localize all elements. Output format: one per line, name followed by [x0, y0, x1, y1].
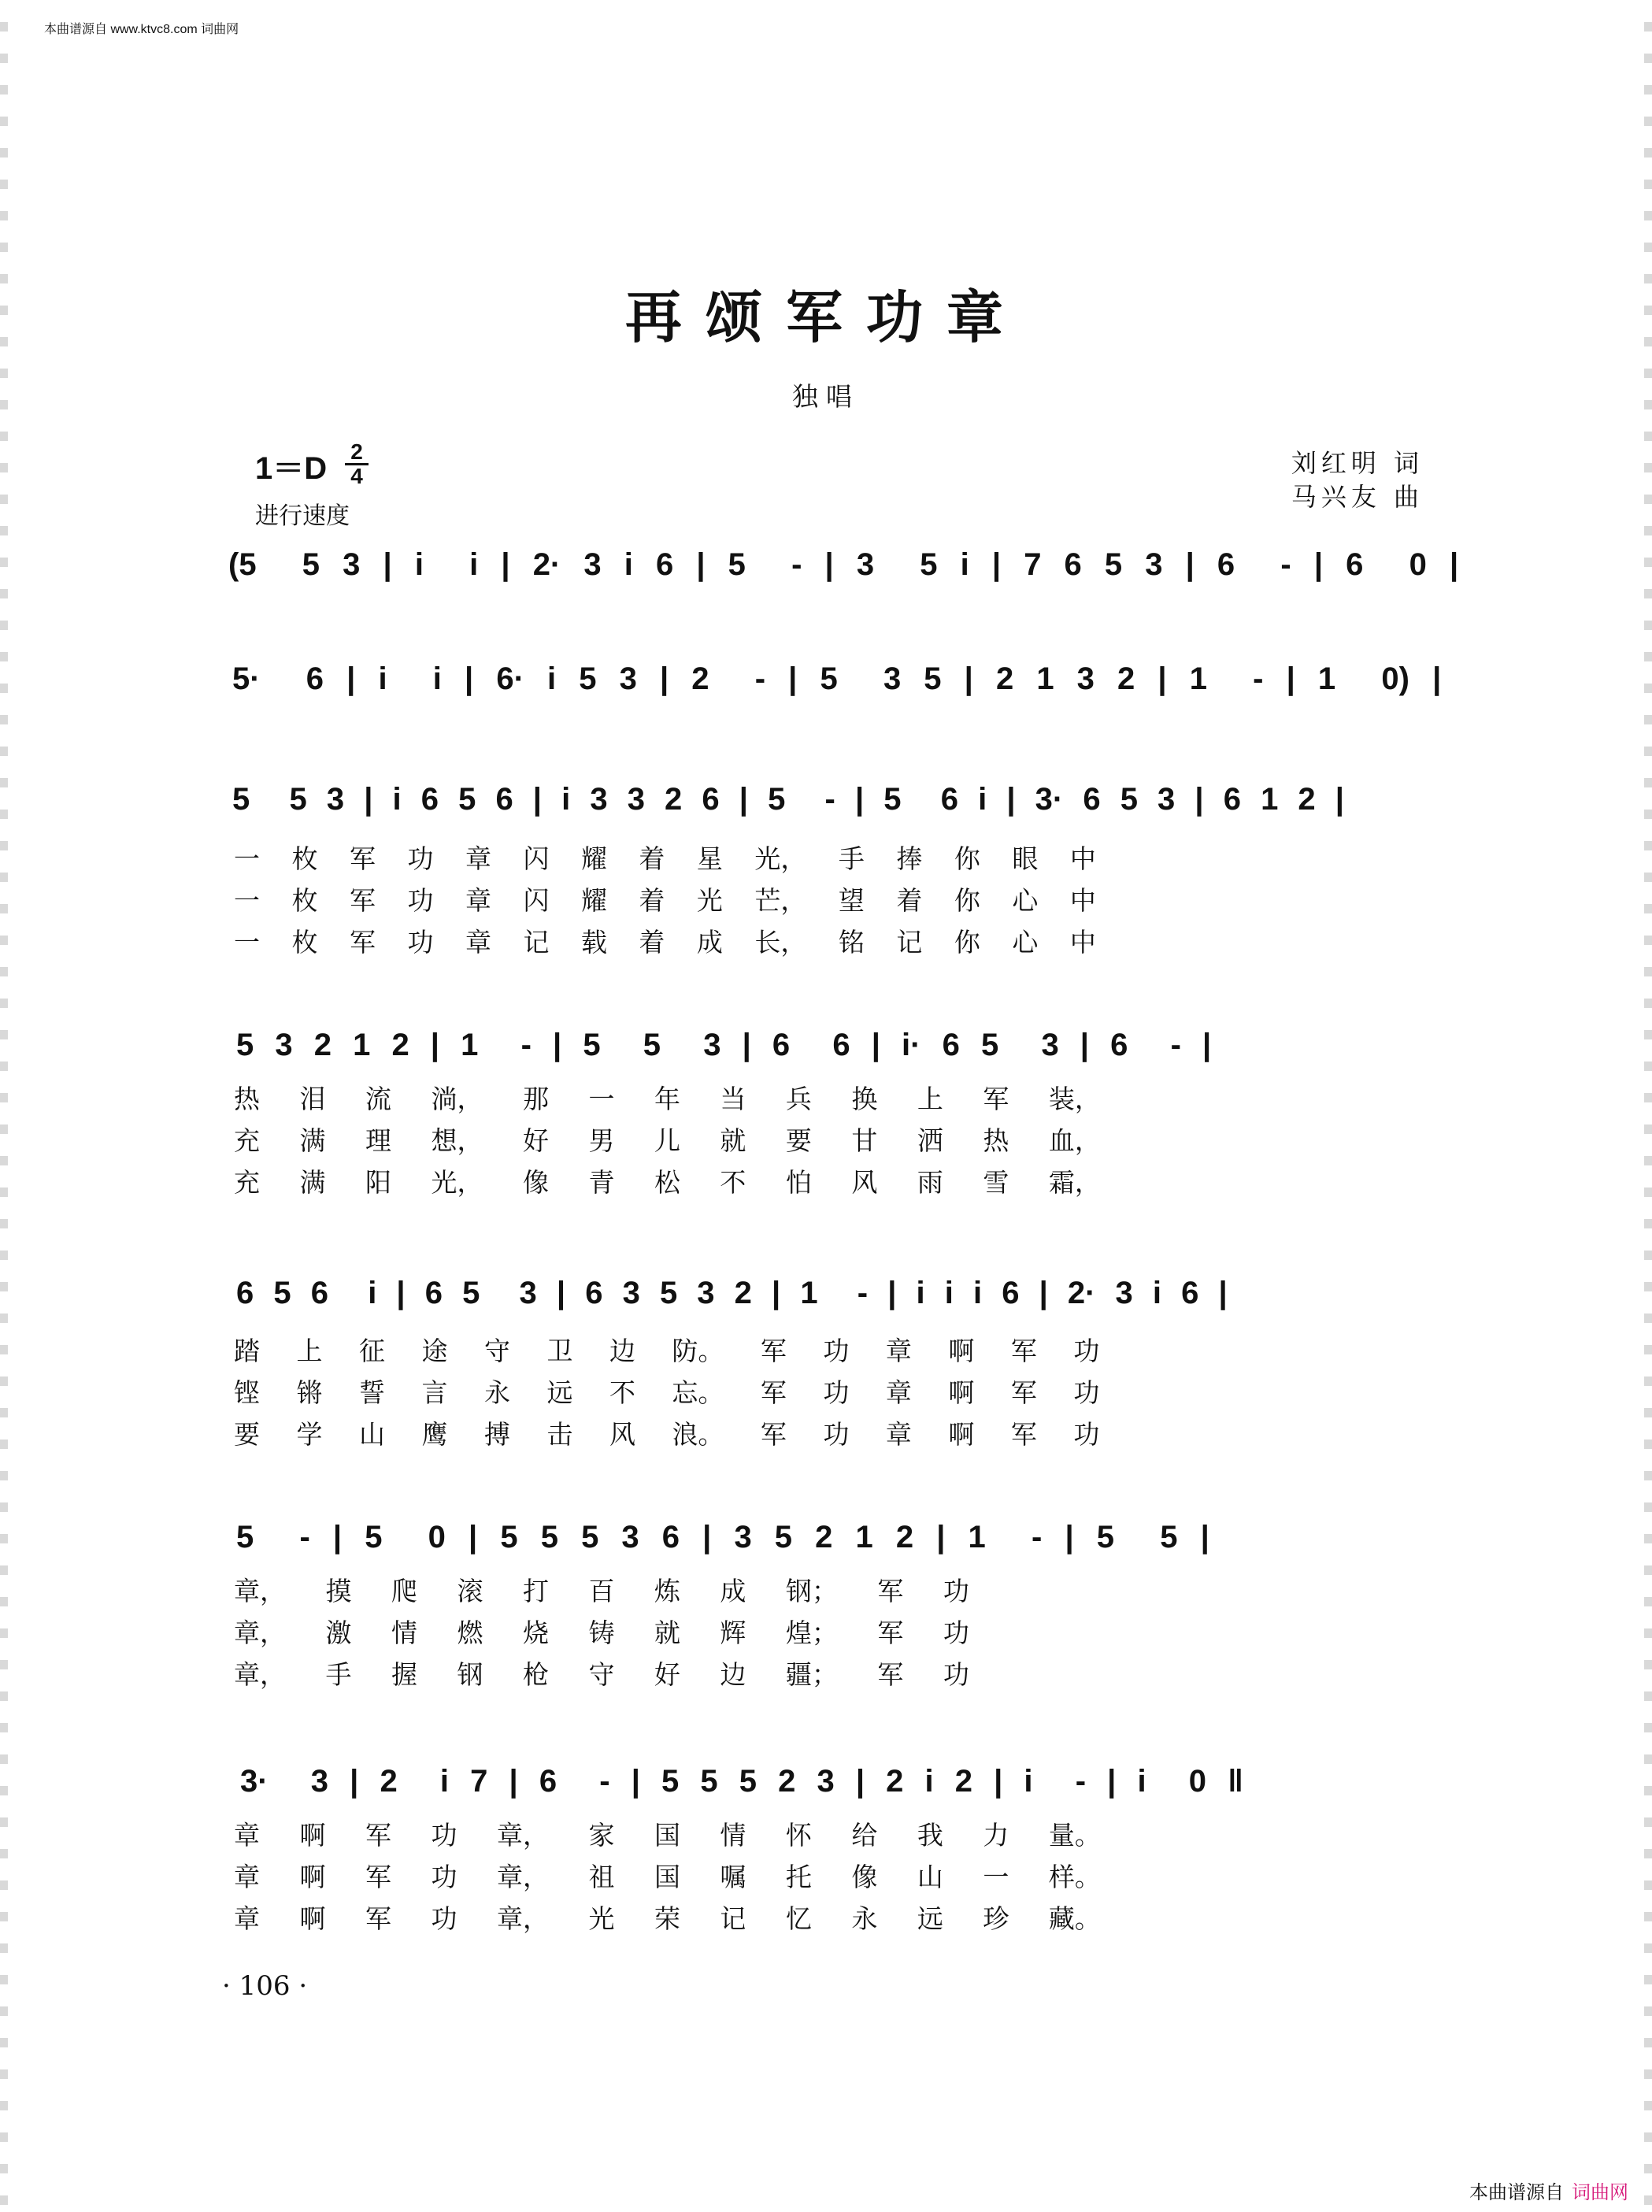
lyric-verse-3: 章 啊 军 功 章， 光 荣 记 忆 永 远 珍 藏。 — [234, 1903, 1101, 1934]
lyric-verse-1: 一 枚 军 功 章 闪 耀 着 星 光， 手 捧 你 眼 中 — [234, 843, 1096, 874]
lyric-verse-2: 章， 激 情 燃 烧 铸 就 辉 煌； 军 功 — [234, 1617, 969, 1648]
notation-line: 6 5 6 i | 6 5 3 | 6 3 5 3 2 | 1 - | i i i 6 | 2· 3 i 6 | — [236, 1276, 1228, 1310]
song-title: 再颂军功章 — [624, 283, 1027, 350]
time-signature — [345, 441, 369, 487]
lyricist-credit: 刘红明 词 — [1291, 448, 1424, 478]
notation-line: 5 3 2 1 2 | 1 - | 5 5 3 | 6 6 | i· 6 5 3 | 6 - | — [236, 1028, 1212, 1062]
song-subtitle: 独唱 — [792, 381, 860, 412]
bottom-watermark-site: 词曲网 — [1572, 2182, 1628, 2203]
notation-line: 5 5 3 | i 6 5 6 | i 3 3 2 6 | 5 - | 5 6 i | 3· 6 5 3 | 6 1 2 | — [232, 782, 1344, 817]
lyric-verse-2: 章 啊 军 功 章， 祖 国 嘱 托 像 山 一 样。 — [234, 1862, 1101, 1892]
lyric-verse-1: 热 泪 流 淌， 那 一 年 当 兵 换 上 军 装， — [234, 1084, 1101, 1114]
notation-line: 5· 6 | i i | 6· i 5 3 | 2 - | 5 3 5 | 2 1 3 2 | 1 - | 1 0) | — [232, 661, 1442, 696]
notation-line: (5 5 3 | i i | 2· 3 i 6 | 5 - | 3 5 i | 7 6 5 3 | 6 - | 6 0 | — [228, 547, 1459, 582]
lyric-verse-2: 充 满 理 想， 好 男 儿 就 要 甘 洒 热 血， — [234, 1125, 1101, 1156]
composer-credit: 马兴友 曲 — [1291, 482, 1424, 512]
time-signature-top: 2 — [345, 441, 369, 465]
notation-line: 5 - | 5 0 | 5 5 5 3 6 | 3 5 2 1 2 | 1 - | 5 5 | — [236, 1520, 1209, 1554]
lyric-verse-1: 踏 上 征 途 守 卫 边 防。 军 功 章 啊 军 功 — [234, 1336, 1100, 1366]
lyric-verse-3: 充 满 阳 光， 像 青 松 不 怕 风 雨 雪 霜， — [234, 1167, 1101, 1198]
top-watermark: 本曲谱源自 www.ktvc8.com 词曲网 — [44, 23, 239, 36]
tempo-marking: 进行速度 — [255, 503, 350, 529]
lyric-verse-1: 章 啊 军 功 章， 家 国 情 怀 给 我 力 量。 — [234, 1820, 1101, 1851]
key-signature: 1＝D — [255, 451, 328, 486]
bottom-watermark — [1469, 2177, 1628, 2204]
page-number: · 106 · — [222, 1970, 308, 2002]
bottom-watermark-source: 本曲谱源自 — [1469, 2182, 1564, 2203]
notation-line: 3· 3 | 2 i 7 | 6 - | 5 5 5 2 3 | 2 i 2 | i - | i 0 ‖ — [240, 1764, 1244, 1799]
lyric-verse-3: 章， 手 握 钢 枪 守 好 边 疆； 军 功 — [234, 1659, 969, 1690]
lyric-verse-2: 铿 锵 誓 言 永 远 不 忘。 军 功 章 啊 军 功 — [234, 1377, 1100, 1408]
lyric-verse-3: 要 学 山 鹰 搏 击 风 浪。 军 功 章 啊 军 功 — [234, 1419, 1100, 1450]
lyric-verse-3: 一 枚 军 功 章 记 载 着 成 长， 铭 记 你 心 中 — [234, 927, 1096, 958]
time-signature-bottom: 4 — [350, 464, 363, 488]
lyric-verse-1: 章， 摸 爬 滚 打 百 炼 成 钢； 军 功 — [234, 1576, 969, 1606]
lyric-verse-2: 一 枚 军 功 章 闪 耀 着 光 芒， 望 着 你 心 中 — [234, 885, 1096, 916]
